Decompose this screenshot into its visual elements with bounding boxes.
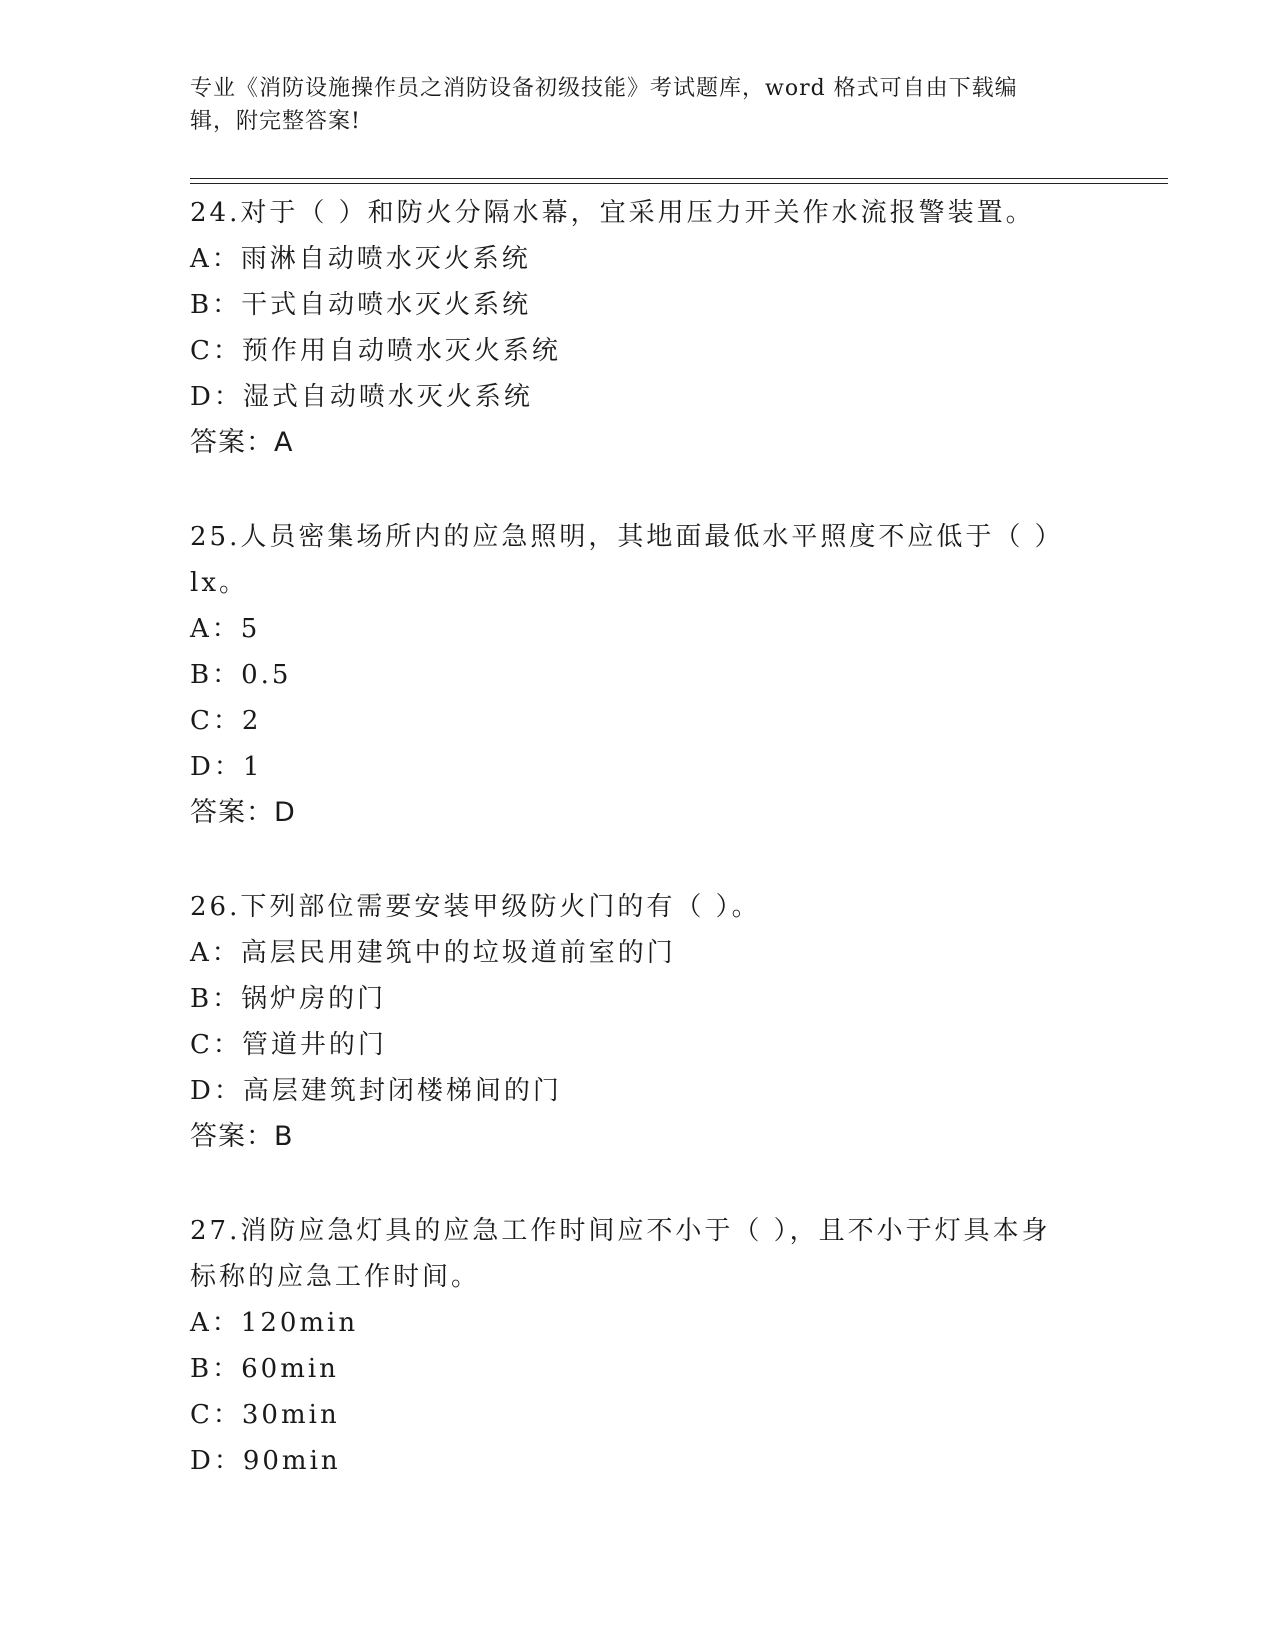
header-divider-top	[190, 178, 1168, 179]
question-list	[190, 190, 1090, 1532]
option-d: D：高层建筑封闭楼梯间的门	[190, 1076, 562, 1106]
question-stem-line: 25.人员密集场所内的应急照明，其地面最低水平照度不应低于（ ）	[190, 522, 1064, 552]
answer-label: 答案：D	[190, 797, 296, 828]
option-b: B：60min	[190, 1354, 339, 1384]
option-b: B：0.5	[190, 660, 292, 690]
option-a: A：高层民用建筑中的垃圾道前室的门	[190, 938, 676, 968]
header-line-2: 辑，附完整答案!	[190, 109, 361, 134]
option-c: C：30min	[190, 1400, 340, 1430]
header-divider-bottom	[190, 183, 1168, 184]
option-a: A：雨淋自动喷水灭火系统	[190, 244, 531, 274]
option-d: D：90min	[190, 1446, 341, 1476]
option-a: A：5	[190, 614, 261, 644]
option-d: D：1	[190, 752, 263, 782]
question-stem	[190, 190, 1090, 236]
question-27	[190, 1208, 1090, 1484]
option-b: B：锅炉房的门	[190, 984, 387, 1014]
header-line-1: 专业《消防设施操作员之消防设备初级技能》考试题库，word 格式可自由下载编	[190, 76, 1018, 101]
document-header	[190, 72, 1090, 138]
option-a: A：120min	[190, 1308, 359, 1338]
question-stem-line: lx。	[190, 568, 248, 598]
answer-label: 答案：B	[190, 1121, 294, 1152]
question-stem-line: 26.下列部位需要安装甲级防火门的有（ ）。	[190, 892, 761, 922]
question-stem-line: 27.消防应急灯具的应急工作时间应不小于（ ），且不小于灯具本身	[190, 1216, 1051, 1246]
question-stem-line: 24.对于（ ）和防火分隔水幕，宜采用压力开关作水流报警装置。	[190, 198, 1035, 228]
question-25	[190, 514, 1090, 836]
answer-label: 答案：A	[190, 427, 294, 458]
question-26	[190, 884, 1090, 1160]
option-c: C：管道井的门	[190, 1030, 387, 1060]
question-stem	[190, 1208, 1090, 1300]
option-d: D：湿式自动喷水灭火系统	[190, 382, 533, 412]
question-stem	[190, 514, 1090, 606]
question-stem-line: 标称的应急工作时间。	[190, 1262, 481, 1292]
question-stem	[190, 884, 1090, 930]
question-24	[190, 190, 1090, 466]
option-b: B：干式自动喷水灭火系统	[190, 290, 532, 320]
option-c: C：2	[190, 706, 262, 736]
option-c: C：预作用自动喷水灭火系统	[190, 336, 561, 366]
